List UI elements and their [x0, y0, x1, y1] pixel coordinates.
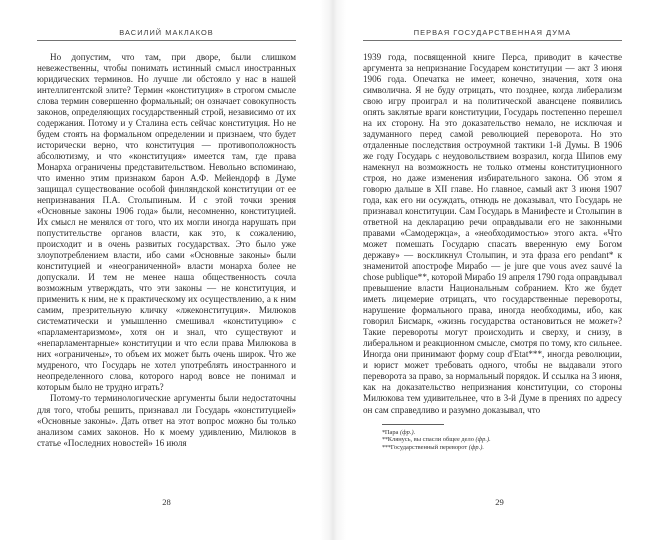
right-page-running-head: ПЕРВАЯ ГОСУДАРСТВЕННАЯ ДУМА	[413, 28, 572, 37]
footnote-list	[382, 429, 622, 452]
footnote-item	[382, 429, 622, 437]
footnote-text: Государственный переворот	[390, 443, 469, 451]
footnote-item	[382, 444, 622, 452]
right-page-folio: 29	[495, 497, 504, 507]
footnote-marker: **	[382, 436, 388, 444]
footnote-separator-rule	[382, 424, 444, 425]
paragraph: 1939 года, посвященной книге Перса, приводит в качестве аргумента за непризнание Государем конституции — акт 3 июня 1906 года. Опечатка не имеет, конечно, значения, хотя она символична. Я не буду отрицать, что позднее, когда либерализм свою игру проиграл и на политической авансцене появились опять заклятые враги конституции, Государь постепенно перешел на их сторону. На это доказательство немало, не исключая и задуманного перед самой революцией переворота. Но это отдаленные последствия остроумной тактики 1-й Думы. В 1906 же году Государь с неудовольствием возразил, когда Шипов ему намекнул на возможность не только отмены конституционного строя, но даже изменения избирательного закона. Об этом я говорю дальше в XII главе. Но главное, самый акт 3 июня 1907 года, как его ни осуждать, отнюдь не доказывал, что Государь не признавал конституции. Сам Государь в Манифесте и Столыпин в ответной на декларацию речи оправдывали его не законными правами «Самодержца», а «необходимостью» этого акта. «Что может помешать Государю спасать вверенную ему Богом державу» — воскликнул Столыпин, и эта фраза его pendant* к знаменитой апострофе Мирабо — je jure que vous avez sauvé la chose publique**, которой Мирабо 19 апреля 1790 года оправдывал превышение власти Национальным собранием. Кто же будет иметь лицемерие отрицать, что государственные перевороты, нарушение формального права, иногда необходимы, ибо, как говорил Бисмарк, «жизнь государства остановиться не может»? Такие перевороты могут происходить и сверху, и снизу, в либеральном и реакционном смысле, смотря по тому, кто сильнее. Иногда они принимают форму coup d'Etat***, иногда революции, и юрист может требовать одного, чтобы не выдавали этого переворота за право, за нормальный порядок. И ссылка на 3 июня, как на доказательство непризнания конституции, со стороны Милюкова тем удивительнее, что в 3-й Думе в прениях по адресу он сам справедливо и разумно доказывал, что	[363, 52, 622, 415]
left-page-header-rule	[37, 40, 296, 41]
footnote-lang-note: (фр.).	[468, 443, 484, 451]
footnote-marker: *	[382, 428, 385, 436]
left-page-folio: 28	[162, 497, 171, 507]
footnote-marker: ***	[382, 443, 391, 451]
footnote-text: Пара	[384, 428, 400, 436]
left-page-running-head: ВАСИЛИЙ МАКЛАКОВ	[119, 28, 214, 37]
footnote-text: Клянусь, вы спасли общее дело	[387, 436, 476, 444]
right-page-header-rule	[363, 40, 622, 41]
footnote-item	[382, 436, 622, 444]
right-page	[333, 0, 666, 540]
footnote-lang-note: (фр.).	[400, 428, 416, 436]
paragraph: Потому-то терминологические аргументы были недостаточны для того, чтобы решить, признавал ли Государь «конституцией» «Основные законы». Дать ответ на этот вопрос можно бы только анализом самих законов. Но к моему удивлению, Милюков в статье «Последних новостей» 16 июля	[37, 393, 296, 448]
left-page-body	[37, 52, 296, 449]
paragraph: Но допустим, что там, при дворе, были слишком невежественны, чтобы понимать истинный смысл иностранных юридических терминов. Но лучше ли обстояло у нас в нашей интеллигентской элите? Термин «конституция» в строгом смысле слова термин совершенно формальный; он означает совокупность законов, определяющих государственный строй, независимо от их содержания. Потому и у Сталина есть сейчас конституция. Но не будем стоять на формальном определении и признаем, что будет исторически верно, что конституция — противоположность абсолютизму, и что «конституция» имеется там, где права Монарха ограничены представительством. Невольно вспоминаю, что именно этим признаком барон А.Ф. Мейендорф в Думе защищал существование особой финляндской конституции от ее непризнавания П.А. Столыпиным. И с этой точки зрения «Основные законы 1906 года» были, несомненно, конституцией. Их смысл не менялся от того, что их могли иногда нарушать при попустительстве органов власти, как это, к сожалению, происходит и в очень развитых государствах. Это было уже злоупотреблением власти, ибо сами «Основные законы» были конституцией и «неограниченной» власти монарха более не допускали. И тем не менее наша общественность сочла возможным утверждать, что эти законы — не конституция, и применить к ним, не к практическому их осуществлению, а к ним самим, презрительную кличку «лжеконституция». Милюков систематически и умышленно смешивал «конституцию» с «парламентаризмом», хотя он и знал, что существуют и «непарламентарные» конституции и что если права Милюкова в них «ограничены», то объем их может быть очень широк. Что же мудреного, что Государь не хотел употреблять иностранного и неопределенного слова, которого народ вовсе не понимал и которым было не трудно играть?	[37, 52, 296, 393]
footnote-lang-note: (фр.).	[475, 436, 491, 444]
right-page-body	[363, 52, 622, 416]
